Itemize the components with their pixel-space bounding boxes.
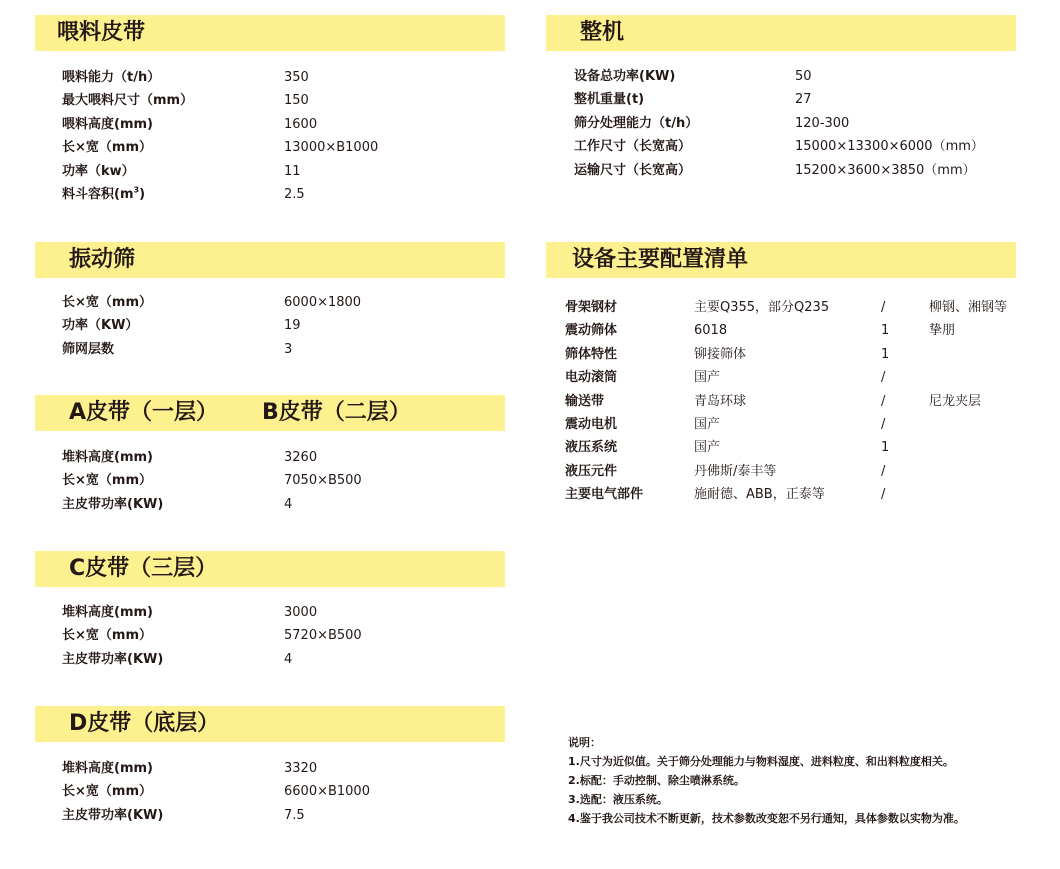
component-spec: 铆接筛体 <box>694 346 747 362</box>
belt-a-title: A皮带（一层） <box>69 400 219 425</box>
belt-b-title: B皮带（二层） <box>262 400 411 425</box>
spec-label: 长×宽（mm） <box>62 295 152 310</box>
spec-label: 堆料高度(mm) <box>62 761 153 776</box>
component-name: 骨架钢材 <box>565 300 618 315</box>
component-name: 输送带 <box>565 393 605 409</box>
component-spec: 国产 <box>694 440 721 456</box>
spec-label: 运输尺寸（长宽高） <box>574 162 692 178</box>
spec-value: 7050×B500 <box>284 473 362 489</box>
machine-section-header <box>546 15 1016 51</box>
spec-value: 19 <box>284 318 301 334</box>
notes-block <box>568 733 965 828</box>
feeder-title: 喂料皮带 <box>57 20 146 45</box>
spec-value: 4 <box>284 651 293 667</box>
component-brand: 挚朋 <box>929 323 956 339</box>
belt-d-title: D皮带（底层） <box>69 711 220 736</box>
component-qty: 1 <box>881 440 890 456</box>
spec-label: 设备总功率(KW) <box>574 69 676 84</box>
component-qty: / <box>881 393 886 409</box>
spec-value: 1600 <box>284 116 318 132</box>
spec-label: 整机重量(t) <box>574 92 645 108</box>
component-qty: / <box>881 416 886 432</box>
component-qty: / <box>881 300 886 315</box>
component-name: 电动滚筒 <box>565 370 618 386</box>
spec-value: 6000×1800 <box>284 295 362 310</box>
belt-c-title: C皮带（三层） <box>69 556 218 581</box>
machine-title: 整机 <box>580 20 625 45</box>
note-item: 1.尺寸为近似值。关于筛分处理能力与物料湿度、进料粒度、和出料粒度相关。 <box>568 755 954 768</box>
spec-value: 3320 <box>284 761 318 776</box>
notes-title: 说明： <box>568 736 601 749</box>
spec-value: 13000×B1000 <box>284 140 379 156</box>
component-spec: 丹佛斯/泰丰等 <box>694 463 777 479</box>
component-qty: / <box>881 370 886 386</box>
note-item: 2.标配：手动控制、除尘喷淋系统。 <box>568 774 745 787</box>
belt-ab-section-header <box>35 395 505 431</box>
spec-label: 功率（KW） <box>62 318 139 334</box>
spec-label: 工作尺寸（长宽高） <box>574 139 692 155</box>
config-section-header <box>546 242 1016 278</box>
component-qty: / <box>881 487 886 503</box>
component-qty: 1 <box>881 323 890 339</box>
spec-value: 150 <box>284 93 309 109</box>
spec-label: 筛网层数 <box>62 341 115 357</box>
component-name: 主要电气部件 <box>565 487 644 503</box>
spec-label: 长×宽（mm） <box>62 140 152 156</box>
label-text: ) <box>139 186 146 202</box>
screen-section-header <box>35 242 505 278</box>
spec-label: 喂料能力（t/h） <box>62 70 161 85</box>
spec-label <box>62 183 145 206</box>
spec-value: 350 <box>284 70 309 85</box>
spec-label: 筛分处理能力（t/h） <box>574 115 699 131</box>
superscript: 3 <box>133 185 140 195</box>
spec-value: 15000×13300×6000（mm） <box>795 139 984 155</box>
spec-value: 2.5 <box>284 186 305 202</box>
belt-c-section-header <box>35 551 505 587</box>
spec-value: 5720×B500 <box>284 628 362 644</box>
note-item: 3.选配：液压系统。 <box>568 793 668 806</box>
component-spec: 国产 <box>694 416 721 432</box>
note-item: 4.鉴于我公司技术不断更新，技术参数改变恕不另行通知，具体参数以实物为准。 <box>568 812 965 825</box>
component-spec: 主要Q355，部分Q235 <box>694 300 830 315</box>
spec-value: 6600×B1000 <box>284 784 370 800</box>
spec-label: 喂料高度(mm) <box>62 116 153 132</box>
spec-label: 长×宽（mm） <box>62 473 152 489</box>
spec-label: 堆料高度(mm) <box>62 605 153 620</box>
component-brand: 柳钢、湘钢等 <box>929 300 1008 315</box>
component-brand: 尼龙夹层 <box>929 393 982 409</box>
spec-label: 堆料高度(mm) <box>62 450 153 465</box>
belt-d-section-header <box>35 706 505 742</box>
spec-value: 3260 <box>284 450 318 465</box>
spec-value: 7.5 <box>284 807 305 823</box>
spec-label: 主皮带功率(KW) <box>62 496 164 512</box>
component-qty: 1 <box>881 346 890 362</box>
spec-label: 最大喂料尺寸（mm） <box>62 93 194 109</box>
spec-value: 120-300 <box>795 115 850 131</box>
component-name: 液压系统 <box>565 440 618 456</box>
component-spec: 青岛环球 <box>694 393 747 409</box>
spec-label: 主皮带功率(KW) <box>62 651 164 667</box>
component-name: 筛体特性 <box>565 346 618 362</box>
component-spec: 施耐德、ABB，正泰等 <box>694 487 825 503</box>
spec-value: 11 <box>284 163 301 179</box>
feeder-section-header <box>35 15 505 51</box>
component-spec: 国产 <box>694 370 721 386</box>
component-name: 液压元件 <box>565 463 618 479</box>
spec-value: 3 <box>284 341 293 357</box>
spec-label: 长×宽（mm） <box>62 784 152 800</box>
component-name: 震动筛体 <box>565 323 618 339</box>
label-text: 料斗容积(m <box>62 186 134 202</box>
component-name: 震动电机 <box>565 416 618 432</box>
screen-title: 振动筛 <box>69 247 136 272</box>
component-spec: 6018 <box>694 323 728 339</box>
spec-value: 50 <box>795 69 812 84</box>
spec-value: 4 <box>284 496 293 512</box>
component-qty: / <box>881 463 886 479</box>
spec-label: 主皮带功率(KW) <box>62 807 164 823</box>
spec-value: 3000 <box>284 605 318 620</box>
config-title: 设备主要配置清单 <box>572 247 749 272</box>
spec-label: 功率（kw） <box>62 163 135 179</box>
spec-value: 15200×3600×3850（mm） <box>795 162 976 178</box>
spec-value: 27 <box>795 92 812 108</box>
spec-label: 长×宽（mm） <box>62 628 152 644</box>
